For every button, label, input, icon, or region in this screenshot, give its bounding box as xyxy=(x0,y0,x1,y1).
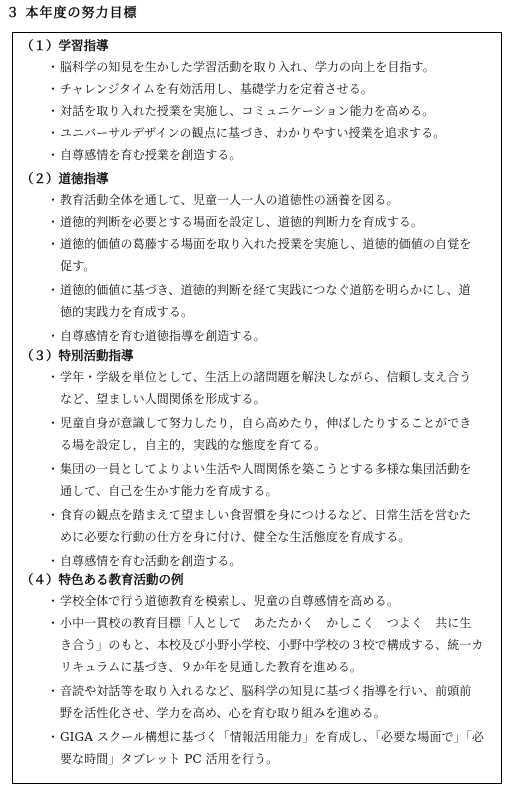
bullet-marker: ・ xyxy=(47,193,60,207)
list-item xyxy=(47,726,495,770)
bullet-marker: ・ xyxy=(47,684,60,698)
item-line: 教育活動全体を通して、児童一人一人の道徳性の涵養を図る。 xyxy=(60,193,399,207)
bullet-marker: ・ xyxy=(47,237,60,251)
list-item xyxy=(47,590,495,612)
section-heading: （２）道徳指導 xyxy=(21,171,109,186)
item-line: 要な時間」タブレット PC 活用を行う。 xyxy=(60,752,279,766)
item-line: 脳科学の知見を生かした学習活動を取り入れ、学力の向上を目指す。 xyxy=(60,60,435,74)
goals-box xyxy=(12,32,502,784)
item-line: 促す。 xyxy=(60,259,96,273)
bullet-marker: ・ xyxy=(47,329,60,343)
item-line: 食育の観点を踏まえて望ましい食習慣を身につけるなど、日常生活を営むた xyxy=(60,508,472,522)
bullet-marker: ・ xyxy=(47,416,60,430)
document-title: ３ 本年度の努力目標 xyxy=(6,6,138,21)
bullet-marker: ・ xyxy=(47,554,60,568)
item-line: 道徳的判断を必要とする場面を設定し、道徳的判断力を育成する。 xyxy=(60,215,424,229)
item-line: 道徳的価値の葛藤する場面を取り入れた授業を実施し、道徳的価値の自覚を xyxy=(60,237,472,251)
list-item xyxy=(47,189,495,211)
item-line: めに必要な行動の仕方を身に付け、健全な生活態度を育成する。 xyxy=(60,530,411,544)
section-heading: （３）特別活動指導 xyxy=(21,348,134,363)
item-line: 児童自身が意識して努力したり，自ら高めたり，伸ばしたりすることができ xyxy=(60,416,472,430)
item-line: 小中一貫校の教育目標「人として あたたかく かしこく つよく 共に生 xyxy=(60,616,472,630)
bullet-marker: ・ xyxy=(47,104,60,118)
item-line: 自尊感情を育む授業を創造する。 xyxy=(60,148,242,162)
list-item xyxy=(47,550,495,572)
list-item xyxy=(47,122,495,144)
list-item xyxy=(47,504,495,548)
item-line: き合う」のもと、本校及び小野小学校、小野中学校の３校で構成する、統一カ xyxy=(60,638,484,652)
item-line: 自尊感情を育む道徳指導を創造する。 xyxy=(60,329,266,343)
list-item xyxy=(47,78,495,100)
item-line: 通して、自己を生かす能力を育成する。 xyxy=(60,484,278,498)
list-item xyxy=(47,233,495,277)
bullet-marker: ・ xyxy=(47,462,60,476)
item-line: 学年・学級を単位として、生活上の諸問題を解決しながら、信頼し支え合う xyxy=(60,370,472,384)
bullet-marker: ・ xyxy=(47,508,60,522)
item-line: GIGA スクール構想に基づく「情報活用能力」を育成し、「必要な場面で」「必 xyxy=(60,730,484,744)
item-line: 音読や対話等を取り入れるなど、脳科学の知見に基づく指導を行い、前頭前 xyxy=(60,684,472,698)
item-line: 対話を取り入れた授業を実施し、コミュニケーション能力を高める。 xyxy=(60,104,435,118)
item-line: リキュラムに基づき、９か年を見通した教育を進める。 xyxy=(60,660,362,674)
bullet-marker: ・ xyxy=(47,82,60,96)
list-item xyxy=(47,458,495,502)
bullet-marker: ・ xyxy=(47,594,60,608)
list-item xyxy=(47,680,495,724)
item-line: 集団の一員としてよりよい生活や人間関係を築こうとする多様な集団活動を xyxy=(60,462,472,476)
bullet-marker: ・ xyxy=(47,616,60,630)
bullet-marker: ・ xyxy=(47,370,60,384)
item-line: ユニバーサルデザインの観点に基づき、わかりやすい授業を追求する。 xyxy=(60,126,446,140)
list-item xyxy=(47,279,495,323)
item-line: チャレンジタイムを有効活用し、基礎学力を定着させる。 xyxy=(60,82,373,96)
item-line: 学校全体で行う道徳教育を模索し、児童の自尊感情を高める。 xyxy=(60,594,399,608)
bullet-marker: ・ xyxy=(47,60,60,74)
list-item xyxy=(47,100,495,122)
item-line: など、望ましい人間関係を形成する。 xyxy=(60,392,266,406)
bullet-marker: ・ xyxy=(47,126,60,140)
bullet-marker: ・ xyxy=(47,730,60,744)
item-line: 道徳的価値に基づき、道徳的判断を経て実践につなぐ道筋を明らかにし、道 xyxy=(60,283,471,297)
bullet-marker: ・ xyxy=(47,215,60,229)
list-item xyxy=(47,412,495,456)
list-item xyxy=(47,56,495,78)
list-item xyxy=(47,211,495,233)
list-item xyxy=(47,612,495,678)
section-heading: （１）学習指導 xyxy=(21,38,109,53)
list-item xyxy=(47,325,495,347)
item-line: 野を活性化させ、学力を高め、心を育む取り組みを進める。 xyxy=(60,706,386,720)
item-line: 徳的実践力を育成する。 xyxy=(60,305,194,319)
item-line: 自尊感情を育む活動を創造する。 xyxy=(60,554,242,568)
list-item xyxy=(47,144,495,166)
item-line: る場を設定し，自主的，実践的な態度を育てる。 xyxy=(60,438,327,452)
list-item xyxy=(47,366,495,410)
bullet-marker: ・ xyxy=(47,283,60,297)
section-heading: （４）特色ある教育活動の例 xyxy=(21,572,184,587)
bullet-marker: ・ xyxy=(47,148,60,162)
